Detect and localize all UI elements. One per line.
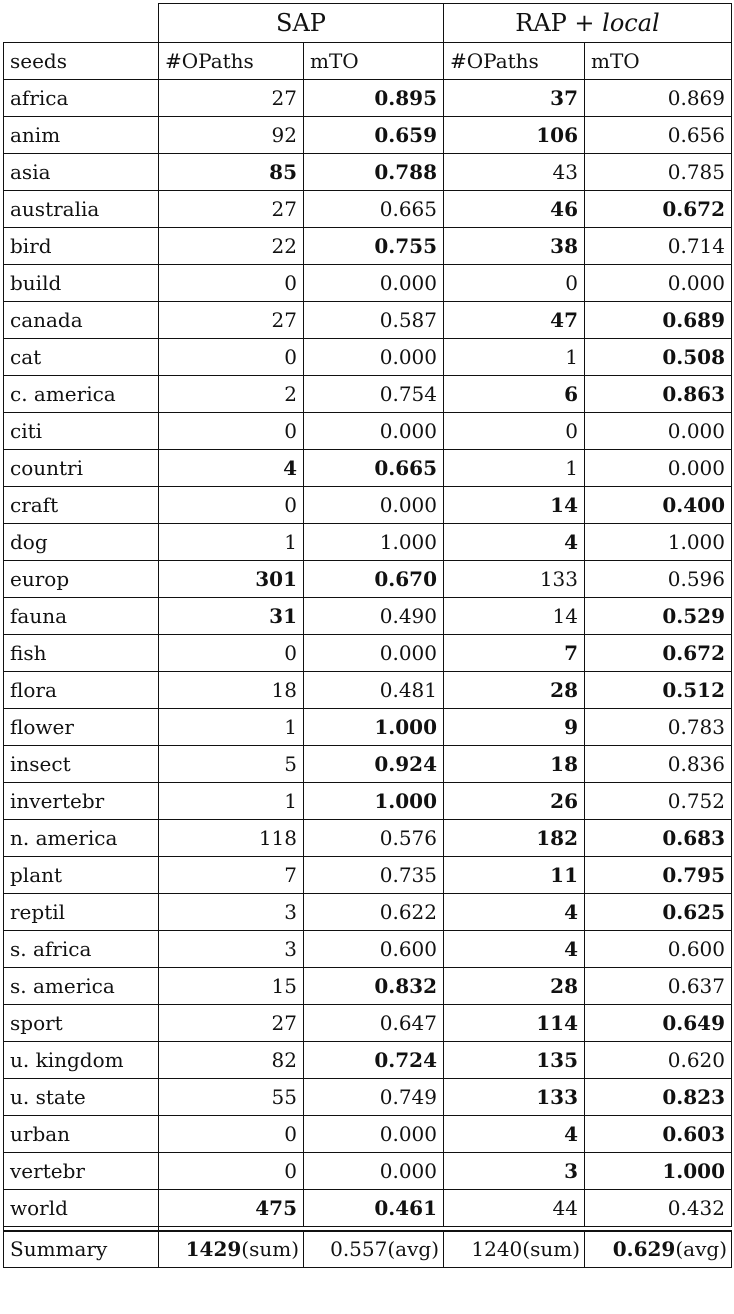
sap-opaths-cell: 5: [159, 746, 304, 783]
rap-opaths-cell: 14: [444, 598, 585, 635]
table-row: [4, 117, 732, 154]
rap-opaths-cell: 11: [444, 857, 585, 894]
table-row: [4, 820, 732, 857]
sap-opaths-cell: 31: [159, 598, 304, 635]
sap-mto-cell: 0.735: [304, 857, 444, 894]
seed-cell: flora: [4, 672, 159, 709]
table-row: [4, 598, 732, 635]
seed-cell: australia: [4, 191, 159, 228]
seed-cell: anim: [4, 117, 159, 154]
seed-cell: citi: [4, 413, 159, 450]
summary-rap-mto-cell: [585, 1231, 732, 1268]
sap-mto-cell: 1.000: [304, 783, 444, 820]
col-header-rap-mto: mTO: [585, 43, 732, 80]
table-row: [4, 487, 732, 524]
rap-opaths-cell: 1: [444, 450, 585, 487]
col-header-seeds: seeds: [4, 43, 159, 80]
summary-suffix: (sum): [522, 1237, 580, 1262]
results-table-container: [3, 3, 732, 1268]
rap-opaths-cell: 114: [444, 1005, 585, 1042]
table-row: [4, 783, 732, 820]
rap-opaths-cell: 18: [444, 746, 585, 783]
sap-opaths-cell: 55: [159, 1079, 304, 1116]
sap-mto-cell: 1.000: [304, 524, 444, 561]
table-row: [4, 228, 732, 265]
table-row: [4, 746, 732, 783]
sap-mto-cell: 0.924: [304, 746, 444, 783]
summary-row: [4, 1231, 732, 1268]
summary-label: Summary: [4, 1231, 159, 1268]
seed-cell: s. africa: [4, 931, 159, 968]
rap-opaths-cell: 38: [444, 228, 585, 265]
sap-opaths-cell: 1: [159, 783, 304, 820]
sap-opaths-cell: 2: [159, 376, 304, 413]
sap-mto-cell: 0.724: [304, 1042, 444, 1079]
sap-mto-cell: 0.755: [304, 228, 444, 265]
sap-opaths-cell: 22: [159, 228, 304, 265]
sap-opaths-cell: 1: [159, 524, 304, 561]
sap-opaths-cell: 0: [159, 1116, 304, 1153]
rap-opaths-cell: 4: [444, 524, 585, 561]
rap-opaths-cell: 14: [444, 487, 585, 524]
col-header-rap-opaths: #OPaths: [444, 43, 585, 80]
sap-opaths-cell: 475: [159, 1190, 304, 1227]
table-row: [4, 339, 732, 376]
table-row: [4, 265, 732, 302]
rap-opaths-cell: 28: [444, 968, 585, 1005]
rap-mto-cell: 0.783: [585, 709, 732, 746]
seed-cell: c. america: [4, 376, 159, 413]
sap-mto-cell: 0.788: [304, 154, 444, 191]
sap-mto-cell: 0.754: [304, 376, 444, 413]
rap-opaths-cell: 4: [444, 931, 585, 968]
rap-opaths-cell: 6: [444, 376, 585, 413]
rap-opaths-cell: 3: [444, 1153, 585, 1190]
rap-mto-cell: 0.869: [585, 80, 732, 117]
sap-opaths-cell: 92: [159, 117, 304, 154]
sap-mto-cell: 0.000: [304, 635, 444, 672]
rap-opaths-cell: 133: [444, 1079, 585, 1116]
group-header-rap-text: RAP +: [515, 9, 603, 37]
sap-mto-cell: 0.000: [304, 487, 444, 524]
sap-opaths-cell: 7: [159, 857, 304, 894]
rap-mto-cell: 0.863: [585, 376, 732, 413]
rap-opaths-cell: 7: [444, 635, 585, 672]
sap-mto-cell: 0.670: [304, 561, 444, 598]
table-row: [4, 191, 732, 228]
summary-value: 0.629: [612, 1237, 676, 1262]
sap-opaths-cell: 0: [159, 339, 304, 376]
summary-value: 1240: [471, 1237, 523, 1262]
rap-mto-cell: 0.672: [585, 191, 732, 228]
table-row: [4, 1116, 732, 1153]
group-header-rap-italic: local: [602, 9, 660, 37]
rap-mto-cell: 0.625: [585, 894, 732, 931]
sap-opaths-cell: 3: [159, 894, 304, 931]
sap-mto-cell: 0.000: [304, 1116, 444, 1153]
table-row: [4, 1190, 732, 1227]
seed-cell: vertebr: [4, 1153, 159, 1190]
sap-opaths-cell: 118: [159, 820, 304, 857]
table-row: [4, 302, 732, 339]
col-header-sap-opaths: #OPaths: [159, 43, 304, 80]
column-header-row: [4, 43, 732, 80]
sap-opaths-cell: 82: [159, 1042, 304, 1079]
seed-cell: flower: [4, 709, 159, 746]
rap-mto-cell: 0.689: [585, 302, 732, 339]
sap-mto-cell: 0.576: [304, 820, 444, 857]
table-row: [4, 1153, 732, 1190]
table-row: [4, 1079, 732, 1116]
table-row: [4, 450, 732, 487]
sap-mto-cell: 0.000: [304, 265, 444, 302]
seed-cell: asia: [4, 154, 159, 191]
rap-opaths-cell: 133: [444, 561, 585, 598]
sap-opaths-cell: 0: [159, 413, 304, 450]
summary-suffix: (avg): [675, 1237, 727, 1262]
seed-cell: bird: [4, 228, 159, 265]
table-row: [4, 857, 732, 894]
rap-opaths-cell: 44: [444, 1190, 585, 1227]
rap-mto-cell: 0.529: [585, 598, 732, 635]
sap-mto-cell: 0.647: [304, 1005, 444, 1042]
rap-mto-cell: 0.649: [585, 1005, 732, 1042]
seed-cell: u. kingdom: [4, 1042, 159, 1079]
sap-mto-cell: 0.000: [304, 1153, 444, 1190]
sap-mto-cell: 0.895: [304, 80, 444, 117]
rap-mto-cell: 0.752: [585, 783, 732, 820]
sap-opaths-cell: 27: [159, 191, 304, 228]
rap-opaths-cell: 1: [444, 339, 585, 376]
sap-mto-cell: 0.665: [304, 450, 444, 487]
seed-cell: s. america: [4, 968, 159, 1005]
summary-value: 0.557: [330, 1237, 388, 1262]
seed-cell: dog: [4, 524, 159, 561]
rap-opaths-cell: 47: [444, 302, 585, 339]
table-row: [4, 376, 732, 413]
rap-opaths-cell: 106: [444, 117, 585, 154]
seed-cell: canada: [4, 302, 159, 339]
sap-mto-cell: 0.481: [304, 672, 444, 709]
sap-mto-cell: 0.665: [304, 191, 444, 228]
rap-mto-cell: 0.596: [585, 561, 732, 598]
table-row: [4, 635, 732, 672]
rap-opaths-cell: 26: [444, 783, 585, 820]
sap-opaths-cell: 4: [159, 450, 304, 487]
sap-mto-cell: 0.000: [304, 413, 444, 450]
results-table: [3, 3, 732, 1268]
table-row: [4, 561, 732, 598]
seed-cell: fauna: [4, 598, 159, 635]
group-header-sap: SAP: [159, 4, 444, 43]
rap-mto-cell: 0.603: [585, 1116, 732, 1153]
rap-mto-cell: 1.000: [585, 524, 732, 561]
sap-opaths-cell: 85: [159, 154, 304, 191]
sap-mto-cell: 0.749: [304, 1079, 444, 1116]
rap-mto-cell: 0.672: [585, 635, 732, 672]
group-header-row: [4, 4, 732, 43]
rap-mto-cell: 1.000: [585, 1153, 732, 1190]
table-row: [4, 413, 732, 450]
rap-opaths-cell: 0: [444, 413, 585, 450]
rap-mto-cell: 0.508: [585, 339, 732, 376]
sap-opaths-cell: 27: [159, 80, 304, 117]
sap-mto-cell: 0.832: [304, 968, 444, 1005]
seed-cell: invertebr: [4, 783, 159, 820]
rap-mto-cell: 0.836: [585, 746, 732, 783]
seed-cell: countri: [4, 450, 159, 487]
sap-opaths-cell: 27: [159, 302, 304, 339]
seed-cell: plant: [4, 857, 159, 894]
sap-opaths-cell: 1: [159, 709, 304, 746]
rap-opaths-cell: 135: [444, 1042, 585, 1079]
sap-mto-cell: 0.461: [304, 1190, 444, 1227]
rap-opaths-cell: 4: [444, 894, 585, 931]
rap-mto-cell: 0.714: [585, 228, 732, 265]
sap-opaths-cell: 0: [159, 1153, 304, 1190]
sap-opaths-cell: 27: [159, 1005, 304, 1042]
table-row: [4, 894, 732, 931]
table-row: [4, 154, 732, 191]
rap-mto-cell: 0.400: [585, 487, 732, 524]
seed-cell: world: [4, 1190, 159, 1227]
rap-mto-cell: 0.432: [585, 1190, 732, 1227]
rap-mto-cell: 0.683: [585, 820, 732, 857]
rap-opaths-cell: 28: [444, 672, 585, 709]
col-header-sap-mto: mTO: [304, 43, 444, 80]
table-row: [4, 1005, 732, 1042]
rap-mto-cell: 0.823: [585, 1079, 732, 1116]
group-header-rap: [444, 4, 732, 43]
summary-value: 1429: [185, 1237, 242, 1262]
seed-cell: fish: [4, 635, 159, 672]
table-body: [4, 4, 732, 1268]
sap-opaths-cell: 3: [159, 931, 304, 968]
summary-rap-opaths-cell: [444, 1231, 585, 1268]
seed-cell: reptil: [4, 894, 159, 931]
sap-mto-cell: 0.490: [304, 598, 444, 635]
summary-sap-opaths-cell: [159, 1231, 304, 1268]
rap-mto-cell: 0.000: [585, 413, 732, 450]
table-row: [4, 524, 732, 561]
sap-opaths-cell: 301: [159, 561, 304, 598]
rap-opaths-cell: 9: [444, 709, 585, 746]
sap-mto-cell: 0.587: [304, 302, 444, 339]
seed-cell: urban: [4, 1116, 159, 1153]
rap-mto-cell: 0.785: [585, 154, 732, 191]
seed-cell: africa: [4, 80, 159, 117]
table-row: [4, 672, 732, 709]
rap-mto-cell: 0.795: [585, 857, 732, 894]
sap-mto-cell: 0.600: [304, 931, 444, 968]
table-row: [4, 1042, 732, 1079]
table-row: [4, 968, 732, 1005]
seed-cell: craft: [4, 487, 159, 524]
sap-opaths-cell: 0: [159, 487, 304, 524]
rap-mto-cell: 0.000: [585, 265, 732, 302]
seed-cell: insect: [4, 746, 159, 783]
seed-cell: u. state: [4, 1079, 159, 1116]
rap-opaths-cell: 37: [444, 80, 585, 117]
seed-cell: cat: [4, 339, 159, 376]
sap-opaths-cell: 15: [159, 968, 304, 1005]
seed-cell: sport: [4, 1005, 159, 1042]
summary-suffix: (sum): [241, 1237, 299, 1262]
rap-opaths-cell: 182: [444, 820, 585, 857]
sap-opaths-cell: 0: [159, 635, 304, 672]
rap-opaths-cell: 0: [444, 265, 585, 302]
sap-opaths-cell: 0: [159, 265, 304, 302]
rap-mto-cell: 0.637: [585, 968, 732, 1005]
seed-cell: build: [4, 265, 159, 302]
table-row: [4, 709, 732, 746]
rap-opaths-cell: 46: [444, 191, 585, 228]
summary-suffix: (avg): [387, 1237, 439, 1262]
sap-opaths-cell: 18: [159, 672, 304, 709]
sap-mto-cell: 0.659: [304, 117, 444, 154]
seed-cell: europ: [4, 561, 159, 598]
sap-mto-cell: 1.000: [304, 709, 444, 746]
rap-mto-cell: 0.512: [585, 672, 732, 709]
sap-mto-cell: 0.000: [304, 339, 444, 376]
rap-mto-cell: 0.620: [585, 1042, 732, 1079]
rap-mto-cell: 0.000: [585, 450, 732, 487]
table-row: [4, 931, 732, 968]
summary-sap-mto-cell: [304, 1231, 444, 1268]
rap-opaths-cell: 43: [444, 154, 585, 191]
rap-mto-cell: 0.656: [585, 117, 732, 154]
seed-cell: n. america: [4, 820, 159, 857]
empty-corner-cell: [4, 4, 159, 43]
sap-mto-cell: 0.622: [304, 894, 444, 931]
table-row: [4, 80, 732, 117]
rap-mto-cell: 0.600: [585, 931, 732, 968]
rap-opaths-cell: 4: [444, 1116, 585, 1153]
